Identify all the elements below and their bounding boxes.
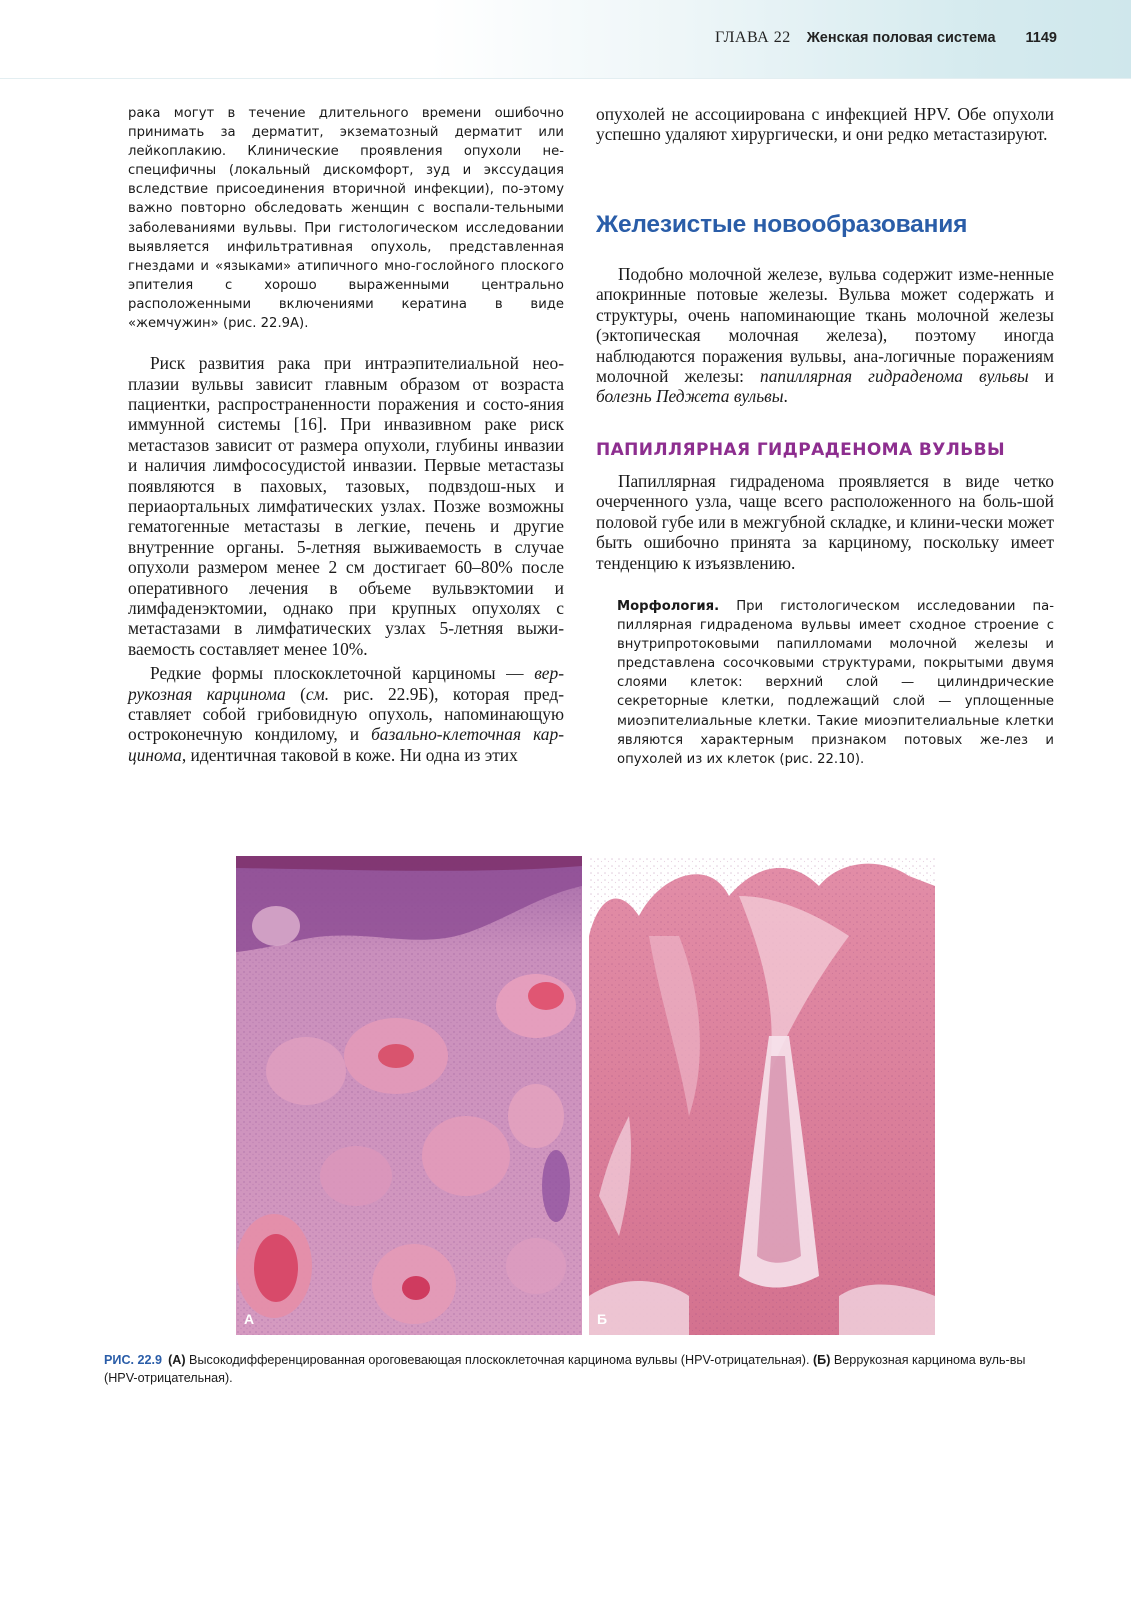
right-column-hidradenoma: [596, 471, 1054, 573]
italic-term: болезнь Педжета вульвы: [596, 386, 784, 407]
text-run: и: [1028, 366, 1054, 387]
morphology-label: Морфология.: [617, 599, 720, 614]
text-run: Подобно молочной железе, вульва содержит изме-ненные апокринные потовые железы. Вульва может содержать и структуры, очень напоминающие ткань молочной железы (эктопическая молочная железа), поэтому иногда наблюдаются поражения вульвы, ана-логичные поражениям молочной железы:: [596, 264, 1054, 387]
figure-caption: [104, 1351, 1054, 1387]
micrograph-panel-b: [589, 856, 935, 1335]
caption-text-b: Веррукозная карцинома вуль-вы (HPV-отрицательная).: [104, 1353, 1026, 1385]
right-column-morphology: [617, 597, 1054, 769]
right-column-top: [596, 104, 1054, 145]
paragraph-hidradenoma: Папиллярная гидраденома проявляется в виде четко очерченного узла, чаще всего расположенного на боль-шой половой губе или в межгубной складке, и клини-чески может быть ошибочно принята за карциному, поскольку имеет тенденцию к изъязвлению.: [596, 471, 1054, 573]
running-head: [715, 29, 1057, 47]
chapter-number: ГЛАВА 22: [715, 29, 791, 46]
italic-term: папиллярная гидраденома вульвы: [760, 366, 1029, 387]
italic-term: базально-клеточная кар-цинома: [128, 724, 564, 765]
caption-mark-a: (А): [168, 1353, 186, 1367]
panel-b-label: Б: [597, 1311, 608, 1327]
paragraph-prognosis: Риск развития рака при интраэпителиальной нео-плазии вульвы зависит главным образом от возраста пациентки, распространенности поражения и состо-яния иммунной системы [16]. При инвазивном раке риск метастазов зависит от размера опухоли, глубины инвазии и наличия лимфососудистой инвазии. Первые метастазы появляются в паховых, тазовых, подвздош-ных и периаортальных лимфатических узлах. Позже возможны гематогенные метастазы в легкие, печень и другие внутренние органы. 5-летняя выживаемость в случае опухоли размером менее 2 см достигает 60–80% после оперативного лечения в объеме вульвэктомии и лимфаденэктомии, однако при крупных опухолях с метастазами в лимфатических узлах 5-летняя выжи-ваемость составляет менее 10%.: [128, 353, 564, 659]
figure-number: РИС. 22.9: [104, 1353, 163, 1367]
micrograph-b-image: [589, 856, 935, 1335]
section-heading: Железистые новообразования: [596, 211, 968, 238]
italic-term: см.: [305, 683, 330, 704]
micrograph-a-image: [236, 856, 582, 1335]
paragraph-morphology: [617, 597, 1054, 769]
page-number: 1149: [1025, 30, 1057, 46]
paragraph-continuation: опухолей не ассоциирована с инфекцией HPV. Обе опухоли успешно удаляют хирургически, и они редко метастазируют.: [596, 104, 1054, 145]
text-run: .: [783, 386, 788, 407]
subsection-heading: ПАПИЛЛЯРНАЯ ГИДРАДЕНОМА ВУЛЬВЫ: [596, 440, 1005, 460]
morphology-continuation: рака могут в течение длительного времени ошибочно принимать за дерматит, экзематозный дерматит или лейкоплакию. Клинические проявления опухоли не-специфичны (локальный дискомфорт, зуд и экссудация вследствие присоединения вторичной инфекции), по-этому важно повторно обследовать женщин с воспали-тельными заболеваниями вульвы. При гистологическом исследовании выявляется инфильтративная опухоль, представленная гнездами и «языками» атипичного мно-гослойного плоского эпителия с хорошо выраженными центрально расположенными включениями кератина в виде «жемчужин» (рис. 22.9А).: [128, 106, 564, 332]
text-run: При гистологическом исследовании па-пиллярная гидраденома вульвы имеет сходное строение с внутрипротоковыми папилломами молочной железы и представлена сосочковыми структурами, покрытыми двумя слоями клеток: верхний слой — цилиндрические секреторные клетки, подлежащий слой — уплощенные миоэпителиальные клетки. Такие миоэпителиальные клетки являются характерным признаком потовых же-лез и опухолей из их клеток (рис. 22.10).: [617, 599, 1054, 767]
micrograph-panel-a: [236, 856, 582, 1335]
text-run: , идентичная таковой в коже. Ни одна из этих: [181, 744, 518, 765]
caption-text-a: Высокодифференцированная ороговевающая плоскоклеточная карцинома вульвы (HPV-отрицательная).: [185, 1353, 813, 1367]
text-run: (: [285, 683, 306, 704]
chapter-title: Женская половая система: [806, 30, 996, 46]
figure-22-9: [236, 856, 935, 1335]
left-column: [128, 104, 564, 765]
italic-term: вер-рукозная карцинома: [128, 663, 564, 704]
panel-a-label: А: [244, 1311, 255, 1327]
paragraph-glandular: [596, 264, 1054, 407]
caption-mark-b: (Б): [812, 1353, 831, 1367]
right-column-glandular: [596, 264, 1054, 407]
text-run: рис. 22.9Б), которая пред-ставляет собой грибовидную опухоль, напоминающую остроконечную кондилому, и: [128, 683, 564, 745]
paragraph-rare-forms: [128, 663, 564, 765]
running-header: [0, 0, 1131, 79]
text-run: Редкие формы плоскоклеточной карциномы —: [150, 663, 535, 684]
